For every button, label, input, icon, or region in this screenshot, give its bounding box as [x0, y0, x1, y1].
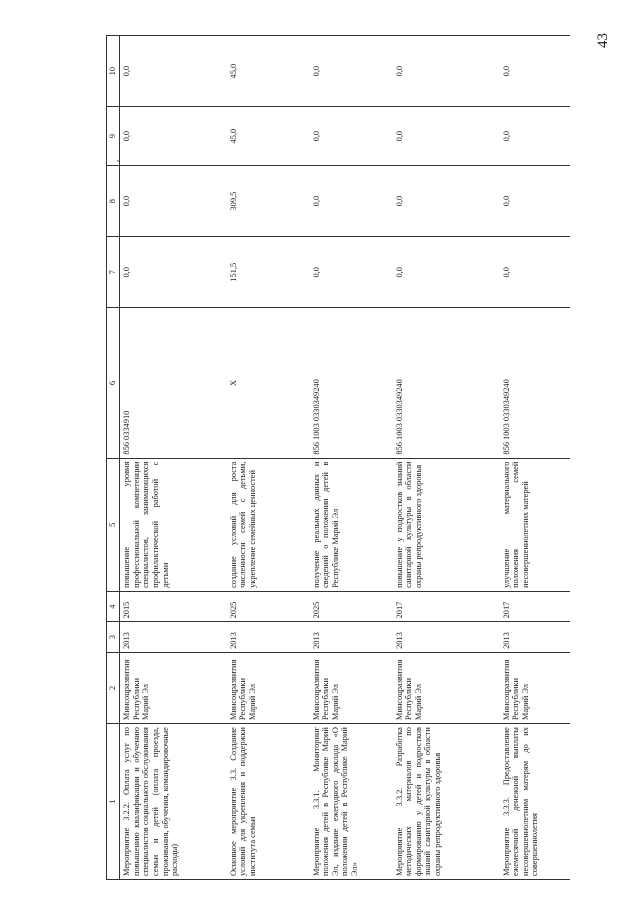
value-col7: 151,5: [227, 237, 310, 308]
value-col8: 309,5: [227, 166, 310, 237]
end-year: 2017: [500, 591, 570, 622]
expected-result: улучшение материального положения семей несовершеннолетних матерей: [500, 458, 570, 591]
rotated-page: [106, 35, 540, 880]
value-col9: 0,0: [310, 107, 393, 166]
expected-result: создание условий для роста численности семей с детьми, укрепление семейных ценностей: [227, 458, 310, 591]
column-header: 3: [107, 622, 120, 653]
column-header: 4: [107, 591, 120, 622]
value-col8: 0,0: [500, 166, 570, 237]
activity-name: Мероприятие 3.3.3. Предоставление ежемесячной денежной выплаты несовершеннолетним матерям до их совершеннолетия: [500, 724, 570, 880]
executor: Минсоцразвития Республики Марий Эл: [120, 652, 227, 723]
start-year: 2013: [227, 622, 310, 653]
header-row: [107, 36, 120, 880]
expected-result: повышение уровня профессиональной компетенции специалистов, занимающихся профилактической работой с детьми: [120, 458, 227, 591]
value-col9: 45,0: [227, 107, 310, 166]
end-year: 2025: [310, 591, 393, 622]
value-col10: 0,0: [120, 36, 227, 107]
value-col9: 0,0: [393, 107, 500, 166]
column-header: 6: [107, 308, 120, 458]
end-year: 2015: [120, 591, 227, 622]
value-col8: 0,0: [120, 166, 227, 237]
start-year: 2013: [310, 622, 393, 653]
column-header: 9: [107, 107, 120, 166]
value-col9: 0,0: [120, 107, 227, 166]
value-col7: 0,0: [393, 237, 500, 308]
value-col7: 0,0: [310, 237, 393, 308]
expected-result: получение реальных данных и сведений о положении детей в Республике Марий Эл: [310, 458, 393, 591]
budget-code: 856 1003 0330349240: [500, 308, 570, 458]
column-header: 8: [107, 166, 120, 237]
start-year: 2013: [500, 622, 570, 653]
end-year: 2025: [227, 591, 310, 622]
program-table: [106, 35, 570, 880]
value-col10: 0,0: [500, 36, 570, 107]
value-col7: 0,0: [120, 237, 227, 308]
executor: Минсоцразвития Республики Марий Эл: [310, 652, 393, 723]
value-col10: 45,0: [227, 36, 310, 107]
budget-code: Х: [227, 308, 310, 458]
budget-code: 856 1003 0330349240: [393, 308, 500, 458]
value-col10: 0,0: [393, 36, 500, 107]
activity-name: Мероприятие 3.3.1. Мониторинг положения детей в Республике Марий Эл, издание ежегодного доклада «О положении детей в Республике Марий Эл»: [310, 724, 393, 880]
expected-result: повышение у подростков знаний санитарной культуры в области охраны репродуктивного здоровья: [393, 458, 500, 591]
page-number: 43: [595, 33, 611, 48]
activity-name: Мероприятие 3.2.2. Оплата услуг по повышению квалификации и обучению специалистов социального обслуживания семьи и детей (оплата проезда, проживания, обучения, командировочные расходы): [120, 724, 227, 880]
table-row: [393, 36, 500, 880]
executor: Минсоцразвития Республики Марий Эл: [500, 652, 570, 723]
start-year: 2013: [120, 622, 227, 653]
end-year: 2017: [393, 591, 500, 622]
value-col10: 0,0: [310, 36, 393, 107]
executor: Минсоцразвития Республики Марий Эл: [393, 652, 500, 723]
start-year: 2013: [393, 622, 500, 653]
table-row: [310, 36, 393, 880]
budget-code: 856 1003 0330349240: [310, 308, 393, 458]
activity-name: Мероприятие 3.3.2. Разработка методических материалов по формированию у детей и подростков знаний санитарной культуры в области охраны репродуктивного здоровья: [393, 724, 500, 880]
column-header: 10: [107, 36, 120, 107]
table-row: [120, 36, 227, 880]
column-header: 7: [107, 237, 120, 308]
column-header: 5: [107, 458, 120, 591]
value-col7: 0,0: [500, 237, 570, 308]
table-row: [227, 36, 310, 880]
column-header: 1: [107, 724, 120, 880]
executor: Минсоцразвития Республики Марий Эл: [227, 652, 310, 723]
column-header: 2: [107, 652, 120, 723]
table-row: [500, 36, 570, 880]
value-col8: 0,0: [393, 166, 500, 237]
value-col9: 0,0: [500, 107, 570, 166]
activity-name: Основное мероприятие 3.3. Создание условий для укрепления и поддержки института семьи: [227, 724, 310, 880]
value-col8: 0,0: [310, 166, 393, 237]
budget-code: 856 0334910: [120, 308, 227, 458]
